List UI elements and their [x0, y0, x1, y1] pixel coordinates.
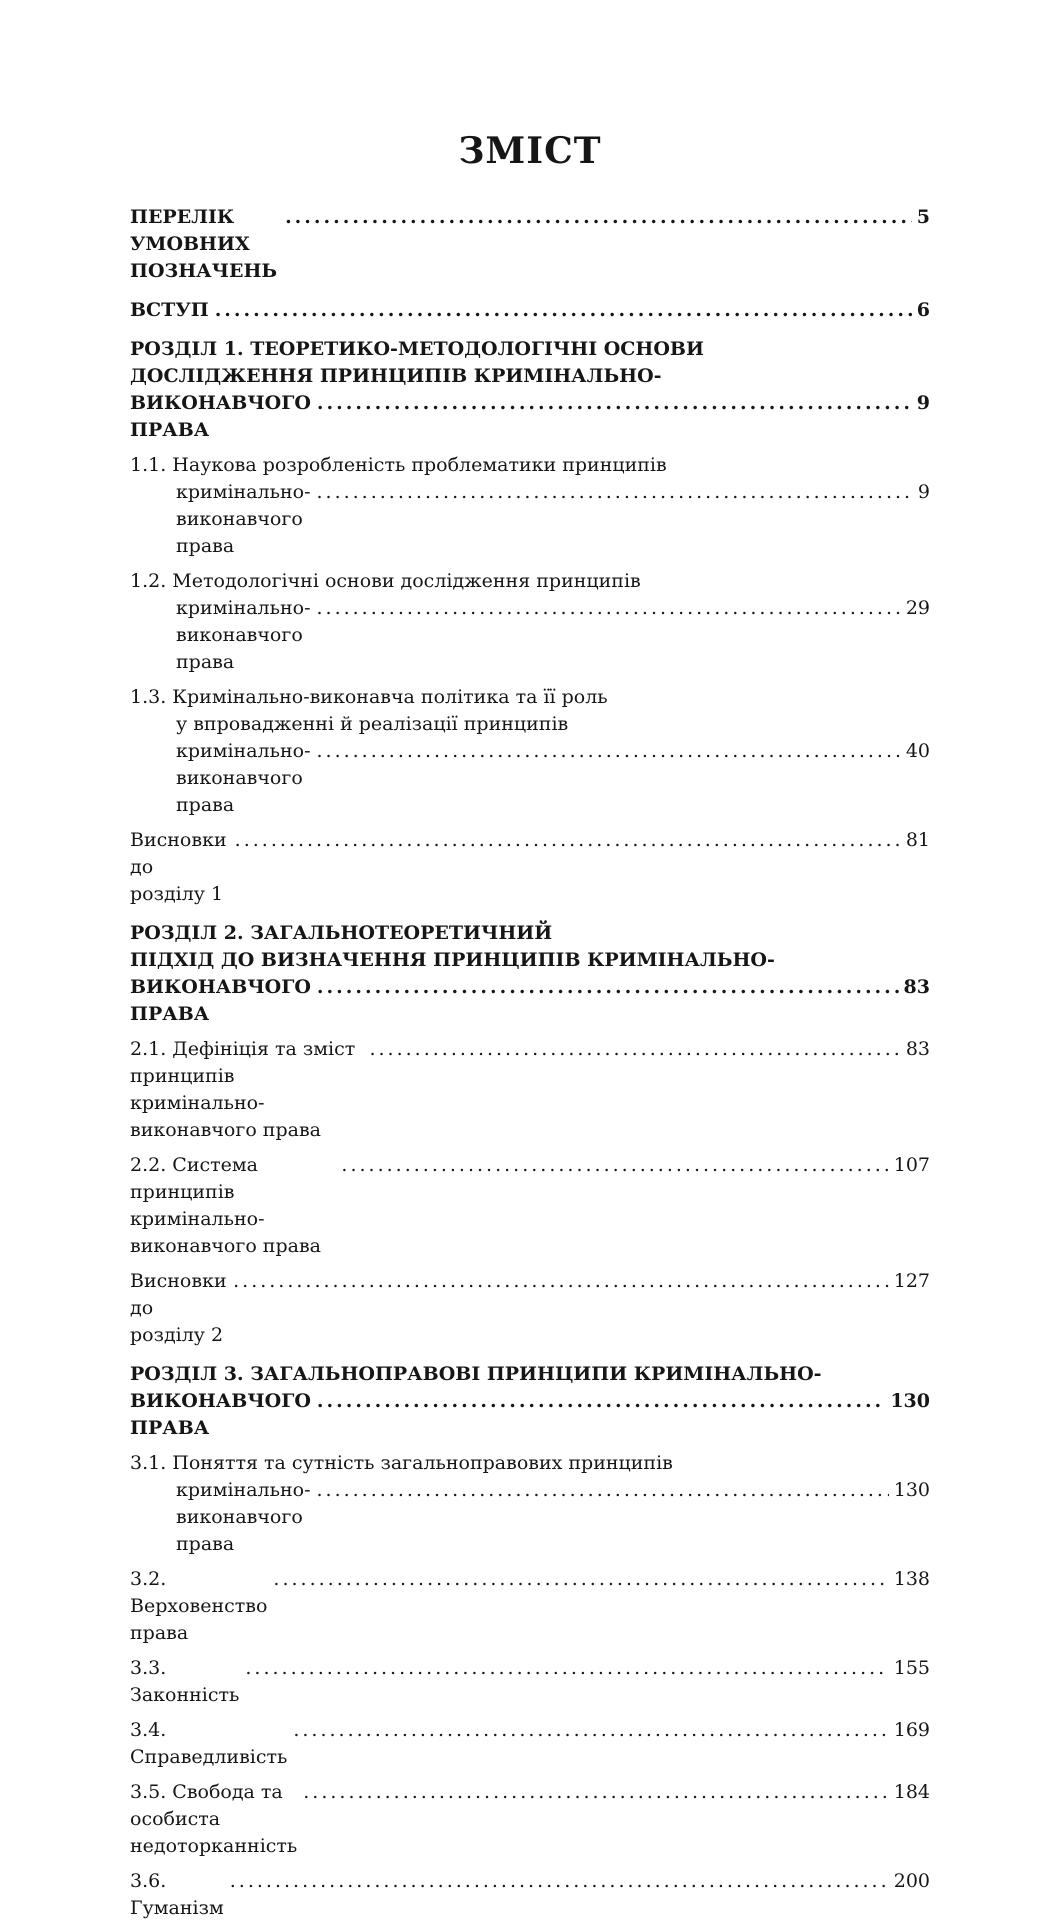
toc-line: [130, 1388, 930, 1442]
page-number: 81: [905, 829, 930, 851]
toc-entry-text: 2.2. Система принципів кримінально-виконавчого права: [130, 1154, 321, 1257]
toc-line: [130, 1868, 930, 1922]
toc-entry-text: Висновки до розділу 1: [130, 829, 233, 905]
toc-entry: [130, 1868, 930, 1922]
toc-entry-text: у впровадженні й реалізації принципів: [176, 713, 569, 735]
page-title: ЗМІСТ: [458, 130, 602, 172]
toc-entry: [130, 1717, 930, 1771]
toc-line: [130, 684, 930, 711]
toc-entry-text: ПЕРЕЛІК УМОВНИХ ПОЗНАЧЕНЬ: [130, 206, 278, 282]
toc-entry: [130, 1655, 930, 1709]
page-number: 29: [905, 597, 930, 619]
dot-leader: [317, 390, 912, 417]
toc-entry-text: Висновки до розділу 2: [130, 1270, 233, 1346]
page-number: 127: [893, 1270, 930, 1292]
toc-line: [130, 568, 930, 595]
toc-entry-text: 3.4. Справедливість: [130, 1719, 288, 1768]
toc-line: [130, 711, 930, 738]
toc-entry-text: ВИКОНАВЧОГО ПРАВА: [130, 392, 318, 441]
dot-leader: [293, 1717, 888, 1744]
toc-line: [130, 479, 930, 560]
page-number: 130: [890, 1390, 930, 1412]
page-number: 155: [893, 1657, 930, 1679]
toc-line: [130, 1655, 930, 1709]
dot-leader: [303, 1779, 888, 1806]
dot-leader: [341, 1152, 888, 1179]
toc-line: [130, 1779, 930, 1860]
toc-line: [130, 390, 930, 444]
dot-leader: [285, 204, 912, 231]
toc-entry-text: кримінально-виконавчого права: [176, 597, 311, 673]
dot-leader: [215, 297, 912, 324]
toc-entry: [130, 1779, 930, 1860]
toc-entry-text: ВСТУП: [130, 299, 209, 321]
page-number: 83: [903, 976, 930, 998]
toc-line: [130, 974, 930, 1028]
toc-entry: [130, 1450, 930, 1558]
toc-line: [130, 920, 930, 947]
toc-line: [130, 297, 930, 324]
toc-entry-text: 3.5. Свобода та особиста недоторканність: [130, 1781, 298, 1857]
toc-line: [130, 452, 930, 479]
toc-line: [130, 1450, 930, 1477]
page-number: 184: [893, 1781, 930, 1803]
toc-entry: [130, 684, 930, 819]
toc-entry: [130, 568, 930, 676]
toc-entry-text: ДОСЛІДЖЕННЯ ПРИНЦИПІВ КРИМІНАЛЬНО-: [130, 365, 662, 387]
dot-leader: [316, 1477, 888, 1504]
toc-entry: [130, 1361, 930, 1442]
toc-entry-text: кримінально-виконавчого права: [176, 481, 311, 557]
toc-line: [130, 1361, 930, 1388]
dot-leader: [369, 1036, 900, 1063]
toc-entry: [130, 1036, 930, 1144]
page-number: 5: [916, 206, 930, 228]
dot-leader: [317, 974, 899, 1001]
toc-entry-text: 1.2. Методологічні основи дослідження принципів: [130, 570, 641, 592]
toc-entry-text: 3.6. Гуманізм: [130, 1870, 224, 1919]
toc-line: [130, 1036, 930, 1144]
toc-line: [130, 363, 930, 390]
dot-leader: [316, 738, 900, 765]
toc-entry: [130, 827, 930, 908]
toc-entries: [130, 204, 930, 1922]
toc-entry-text: ПІДХІД ДО ВИЗНАЧЕННЯ ПРИНЦИПІВ КРИМІНАЛЬНО-: [130, 949, 775, 971]
toc-entry-text: РОЗДІЛ 1. ТЕОРЕТИКО-МЕТОДОЛОГІЧНІ ОСНОВИ: [130, 338, 704, 360]
toc-entry-text: 2.1. Дефініція та зміст принципів кримінально-виконавчого права: [130, 1038, 362, 1141]
dot-leader: [317, 1388, 885, 1415]
toc-line: [130, 1477, 930, 1558]
toc-entry: [130, 336, 930, 444]
toc-entry: [130, 452, 930, 560]
toc-line: [130, 595, 930, 676]
toc-entry: [130, 204, 930, 285]
page-number: 130: [893, 1479, 930, 1501]
page-number: 9: [916, 392, 930, 414]
dot-leader: [230, 1868, 889, 1895]
toc-entry: [130, 1152, 930, 1260]
toc-line: [130, 1566, 930, 1647]
toc-entry-text: РОЗДІЛ 3. ЗАГАЛЬНОПРАВОВІ ПРИНЦИПИ КРИМІНАЛЬНО-: [130, 1363, 822, 1385]
dot-leader: [316, 595, 900, 622]
toc-entry-text: 3.2. Верховенство права: [130, 1568, 274, 1644]
page-number: 107: [893, 1154, 930, 1176]
toc-entry: [130, 1566, 930, 1647]
page-number: 169: [893, 1719, 930, 1741]
toc-entry-text: 3.1. Поняття та сутність загальноправових принципів: [130, 1452, 673, 1474]
toc-entry-text: ВИКОНАВЧОГО ПРАВА: [130, 1390, 318, 1439]
toc-entry: [130, 1268, 930, 1349]
toc-entry-text: 1.3. Кримінально-виконавча політика та її роль: [130, 686, 608, 708]
page-number: 6: [916, 299, 930, 321]
toc-line: [130, 738, 930, 819]
dot-leader: [316, 479, 912, 506]
dot-leader: [245, 1655, 888, 1682]
toc-line: [130, 204, 930, 285]
toc-entry-text: кримінально-виконавчого права: [176, 1479, 311, 1555]
toc-entry-text: 3.3. Законність: [130, 1657, 240, 1706]
toc-entry: [130, 297, 930, 324]
toc-entry-text: РОЗДІЛ 2. ЗАГАЛЬНОТЕОРЕТИЧНИЙ: [130, 922, 553, 944]
toc-line: [130, 827, 930, 908]
page-number: 9: [917, 481, 930, 503]
toc-entry-text: 1.1. Наукова розробленість проблематики принципів: [130, 454, 667, 476]
page-number: 138: [893, 1568, 930, 1590]
toc-line: [130, 336, 930, 363]
toc-line: [130, 1152, 930, 1260]
toc-entry-text: ВИКОНАВЧОГО ПРАВА: [130, 976, 318, 1025]
page-number: 200: [893, 1870, 930, 1892]
dot-leader: [235, 827, 901, 854]
dot-leader: [233, 1268, 889, 1295]
page-number: 40: [905, 740, 930, 762]
dot-leader: [273, 1566, 888, 1593]
page-number: 83: [905, 1038, 930, 1060]
toc-line: [130, 1717, 930, 1771]
toc-entry: [130, 920, 930, 1028]
toc-line: [130, 1268, 930, 1349]
toc-line: [130, 947, 930, 974]
toc-entry-text: кримінально-виконавчого права: [176, 740, 311, 816]
